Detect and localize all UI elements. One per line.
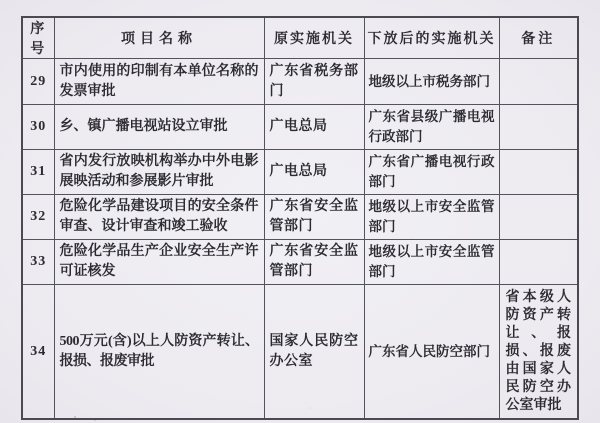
remarks-cell (499, 150, 578, 195)
original-agency-cell: 广电总局 (264, 150, 364, 195)
row-no-cell: 32 (22, 195, 54, 240)
header-cell-delegated-agency: 下放后的实施机关 (364, 17, 499, 59)
table-row (22, 195, 578, 240)
delegated-agency-cell: 广东省县级广播电视行政部门 (364, 105, 499, 150)
remarks-cell (499, 240, 578, 285)
original-agency-cell: 广电总局 (264, 105, 364, 150)
remarks-cell: 省本级人防资产转让、报损、报废由国家人民防空办公室审批 (499, 285, 578, 420)
delegated-agency-cell: 广东省人民防空部门 (364, 285, 499, 420)
remarks-cell (499, 59, 578, 105)
table-row (22, 240, 578, 285)
remarks-cell (499, 195, 578, 240)
project-name-cell: 市内使用的印制有本单位名称的发票审批 (54, 59, 264, 105)
delegated-agency-cell: 地级以上市安全监管部门 (364, 240, 499, 285)
delegated-agency-cell: 广东省广播电视行政部门 (364, 150, 499, 195)
delegated-agency-cell: 地级以上市税务部门 (364, 59, 499, 105)
original-agency-cell: 国家人民防空办公室 (264, 285, 364, 420)
table-row (22, 105, 578, 150)
table-row (22, 285, 578, 420)
header-cell-no: 序号 (22, 17, 54, 59)
remarks-cell (499, 105, 578, 150)
document-table (21, 16, 579, 420)
table-row (22, 59, 578, 105)
project-name-cell: 危险化学品生产企业安全生产许可证核发 (54, 240, 264, 285)
original-agency-cell: 广东省安全监管部门 (264, 195, 364, 240)
row-no-cell: 31 (22, 150, 54, 195)
table-row (22, 150, 578, 195)
header-cell-remarks: 备注 (499, 17, 578, 59)
original-agency-cell: 广东省税务部门 (264, 59, 364, 105)
delegated-agency-cell: 地级以上市安全监管部门 (364, 195, 499, 240)
row-no-cell: 30 (22, 105, 54, 150)
project-name-cell: 500万元(含)以上人防资产转让、报损、报废审批 (54, 285, 264, 420)
header-cell-project-name: 项目名称 (54, 17, 264, 59)
header-cell-original-agency: 原实施机关 (264, 17, 364, 59)
project-name-cell: 省内发行放映机构举办中外电影展映活动和参展影片审批 (54, 150, 264, 195)
project-name-cell: 危险化学品建设项目的安全条件审查、设计审查和竣工验收 (54, 195, 264, 240)
row-no-cell: 34 (22, 285, 54, 420)
project-name-cell: 乡、镇广播电视站设立审批 (54, 105, 264, 150)
row-no-cell: 33 (22, 240, 54, 285)
row-no-cell: 29 (22, 59, 54, 105)
table-header-row (22, 17, 578, 59)
original-agency-cell: 广东省安全监管部门 (264, 240, 364, 285)
